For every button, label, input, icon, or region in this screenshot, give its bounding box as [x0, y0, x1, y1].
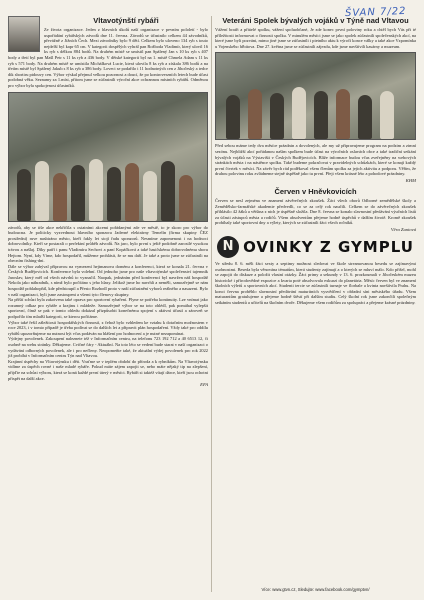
photo-figure [125, 163, 139, 221]
veterans-body: Před sebou máme tedy dva měsíce prázdnin a dovolených, ale my už připravujeme program na podzim a zimní sezónu. Nejbližší akcí pořádanou naším spolkem bude účast na výročních oslavách obce a také tradiční setkání bývalých vojáků na Výstavišti v Českých Budějovicích. Blíže informace budou včas zveřejněny na webových stránkách města i na nástěnce spolku. Také budeme pokračovat v pravidelných schůzkách, které se konají každý první čtvrtek v měsíci. Na závěr bych rád poděkoval všem členům spolku za jejich aktivitu a podporu. Věřím, že druhou polovinu roku zvládneme stejně úspěšně jako tu první. Přeji všem krásné léto a pohodové prázdniny. [215, 143, 416, 177]
right-column [215, 16, 416, 306]
photo-figure [71, 165, 85, 221]
article-title-fishermen: Vltavotýnští rybáři [93, 16, 159, 25]
fish-logo-photo [8, 16, 40, 52]
june-signature: Věra Zuntová [390, 226, 416, 232]
gymnasium-footer-links: Více: www.gtvn.cz, Sledujte: www.facebook.com/gymptvn/ [261, 587, 370, 592]
photo-figure [336, 89, 350, 139]
fishermen-body: závodů, aby se tiše akce nekřičila s ostatními akcemi pořádanými zde ve městě, to je skoro pro výbor do budoucna. Je politicky vyzvednout hlavního sponzora Jaderné elektrárny Temelín (firma skupiny ČEZ prostředni) ruve nasbiráno město, kteří fakly let stojí řadu sponzorů. Nesmíme zapomenout i na hodnoci dobrovolníky. Kteří se postarali o perfektní průběh závodů. Na jaro, bylo první s ještě podobně zarostlé vysokou trávou a našlaj. Díky patří i panu Vladimíru Sechovi a paní Kopáčková a také hasičskému dobrovolnému sboru Hejtom. Nyní, kdy Víme, kdo hospodařil, můžeme prohlásit, že se mu daří. Je také a proto jsme se zúčastnili na obecním fishing-dni. [8, 224, 208, 264]
photo-figure [107, 167, 121, 221]
photo-figure [380, 91, 394, 139]
fishermen-group-photo [8, 92, 208, 222]
photo-figure [270, 93, 284, 139]
gymnasium-news-logo [215, 236, 416, 258]
photo-figure [35, 161, 49, 221]
fishermen-body-4: Výbor také řešil záležitosti hospodářských činností, z čehož bylo vzhledem ke vztahu k dotačním možnostem v roce 2023, i v tomto případě je třeba podívat se do dalších let a připravit plán hospodaření. Vždy také pro oddílu rybářů upozorňujeme na nutnost být včas podáván na hlášení pro hodnocení a je nutné nezapomínat. [8, 319, 208, 336]
photo-figure [143, 171, 157, 221]
article-title-june: Červen v Hněvkovicích [274, 186, 357, 196]
fishermen-signature: EFA [200, 382, 208, 388]
photo-figure [292, 87, 306, 139]
fishermen-body-2: Dále se výbor zabýval přípravou na vymezení hejtmanova doménu a konferenci, která se konala 21. června v Českých Budějovicích. Konference byla volební. Od jednoho jsme pro naše vltavotýnské společenství tajemník Jaroslav, který měl od všech návrhů to vyznačil. Naopak, jednáním před konferencí byl navržen náš hospodář Nekola jako náhradník, s nímž bylo počítáno s jeho hlasy. Jelikož jsme ho navrhli a neměli, samozřejmě se nám hospodář poblahopřál, kde předstoupil a Přesto Rozhodl proto v naší zúčastnění vyborů reálného a nasazeni. Bylo v naší organizaci, byli jsme zastoupeni a všemi tyto členovy skupiny. [8, 263, 208, 297]
veterans-group-photo [215, 52, 416, 140]
photo-figure [226, 95, 240, 139]
photo-figure [179, 175, 193, 221]
fishermen-body-6: Krajinní úspěchy na Vltavotýnsku i děti. Vraťme se v teplém období do příroda a k rybníkům. Na Vltavotýnsku vidíme za úspěch rovné i naše mladé rybáře. Pokud máte zájem zapojit se, nebo máte nějaký tip na zlepšení, přijďte na schůzi výboru, která se koná každé první úterý v měsíci. Rybáři si taktéž vítají dárce, kteří jsou ochotni přispět na další akce. [8, 358, 208, 381]
fishermen-body-3: Na příští schůzi byla zakotvena také oprava pro sportovní rybaření. Plyne se potřeba kontinuity. Lze vnímat jako rozumný odkaz pro rybáře a krajinu i mládeže. Samozřejmě výbor se na toto ohlédl, pak pomáhal vylepšit sportovní, čímž se pak v tomto ohledu dokázal přizpůsobit konečnému spojení s aktivní účastí a zároveň se podpořilo tím mladší kategorii, se kterou počítáme. [8, 297, 208, 320]
photo-figure [314, 91, 328, 139]
article-title-veterans: Veteráni Spolek bývalých vojáků v Týně nad Vltavou [222, 16, 409, 25]
column-divider [211, 16, 212, 592]
veterans-signature: KHM [405, 177, 416, 183]
fishermen-intro: Ze života organizace. Jeden z hlavních úkolů naší organizace v pevním pololetí - bylo uspořádání rybářských závodů dne 11. června. Závodů se účastnilo celkem 44 závodníků, převážně z Jižních Čech. Mezi závodníky bylo 9 dětí. Celkem bylo ulovenо 134 ryb s touto nejdelší byl kapr 65 cm. V kategorii dospělých vyhrál pan Rožboda Vladimír, který ulovil 16 ks ryb s délkou 884 bodů. Na druhém místě se umístil pan Spálený Jan s 10 ks ryb s 407 body a třetí byl pan Mašl Petr s 11 ks ryb a 436 body. V dětské kategorii byl na 1. místě Chmela Adam s 11 ks ryb s 571 body. Na druhém místě se umístila Michálková Lucie, která ulovila 8 ks ryb a získala 386 bodů a na třetím místě byl Spálený Jakub s 8 ks ryb a 386 body. Loveci se podařilo i 11 hodnotných cen z Jihočeský a tedce dik sbortiru ptdouvy cen. Výbor výskal přejmul velkou pozornost a doucí, že po kontroverzních letech bude účast podobná věku. Seznamy za 1.míst, přitom jsme se zúčastnili výroční akce ochrannou místních rybářů. Odměnou pro výbor byla spokojenost účastníků. [8, 27, 208, 88]
photo-figure [53, 173, 67, 221]
veterans-intro: Vážení bratři a přátelé spolku, vážení spoluobčané, Je zde konec první poloviny roku a chtěl bych Vás při té příležitosti informovat o činnosti spolku. V minulém měsíci jsme se jako spolek zúčastnili společenských akcí, na které jsme byli pozváni, mimo jiné jsme se zúčastnili i pietního aktu k výročí konce války a také akce Vzpomínka u Vojenského hřbitova. Dne 27. května jsme se zúčastnili zájezdu, kde jsme navštívili kasárny a muzeum. [215, 27, 416, 49]
logo-wordmark: OVINKY Z GYMPLU [243, 237, 414, 256]
photo-figure [161, 161, 175, 221]
logo-n-circle-icon: N [217, 236, 239, 258]
handwritten-stamp: ŠVAN 7/22 [344, 5, 407, 20]
newspaper-page [8, 6, 416, 594]
photo-figure [248, 89, 262, 139]
photo-figure [89, 159, 103, 221]
photo-figure [17, 169, 31, 221]
fishermen-body-5: Výdejny povolenek. Zakoupení naleznete též v Informačním centru, na telefonu 723 192 712 a 40 6513 12, či osobně na webu stránky. Děkujeme. Cvičné čáry - Aktuální. Na toto léto se vedení bude starat v naší organizaci o vydávání odborných povolenek, ale i pro nečleny. Neopomeňte také, že aktuální výdej povolenek pro rok 2022 již probíhá v Informačním centru Týn nad Vltavou. [8, 336, 208, 359]
gymnasium-news-body: Ve středu 8. 6. měli žáci sexty a septimy možnost sledovat ve škole streamovanou besedu se zajímavými osobnostmi. Beseda byla věnována tématům, která studenty zajímají a o kterých se mluví málo. Kdo přišel, mohl se zapojit do diskuze a položit vlastní otázky. Žáci primy a sekundy v 13. 6. prozkoumali v Jihočeském muzeu historické i přírodovědné expozice a kvarta poté absolvovala exkurzi do planetária. Měsíc červen byl ve znamení školních výletů a sportovních akcí. Studenti tercie se zúčastnili turnaje ve florbale a kvinta navštívila Prahu. Na konci června proběhlo slavnostní předávání maturitních vysvědčení v obřadní síni městského úřadu. Všem maturantům gratulujeme a přejeme hodně štěstí při dalším studiu. Celý školní rok jsme zakončili společným setkáním studentů a učitelů na školním dvoře. Děkujeme všem rodičům za spolupráci a přejeme krásné prázdniny. [215, 260, 416, 306]
left-column [8, 16, 208, 387]
photo-figure [358, 95, 372, 139]
june-body: Červen se nesl zejména ve znamení závěrečných zkoušek. Žáci všech oborů Odborné zemědělské školy a Zemědělsko-farmářské akademie předvedli, co se za celý rok naučili. Celkem se do závěrečných zkoušek přihlásilo 42 žáků a většina z nich je úspěšně složila. Dne 8. června se konalo slavnostní předávání výučních listů za účasti zástupců města a rodičů. Všem absolventům přejeme hodně úspěchů v dalším životě. Kromě zkoušek probíhaly také sportovní dny a výlety, kterých se zúčastnili žáci všech ročníků. [215, 197, 416, 226]
